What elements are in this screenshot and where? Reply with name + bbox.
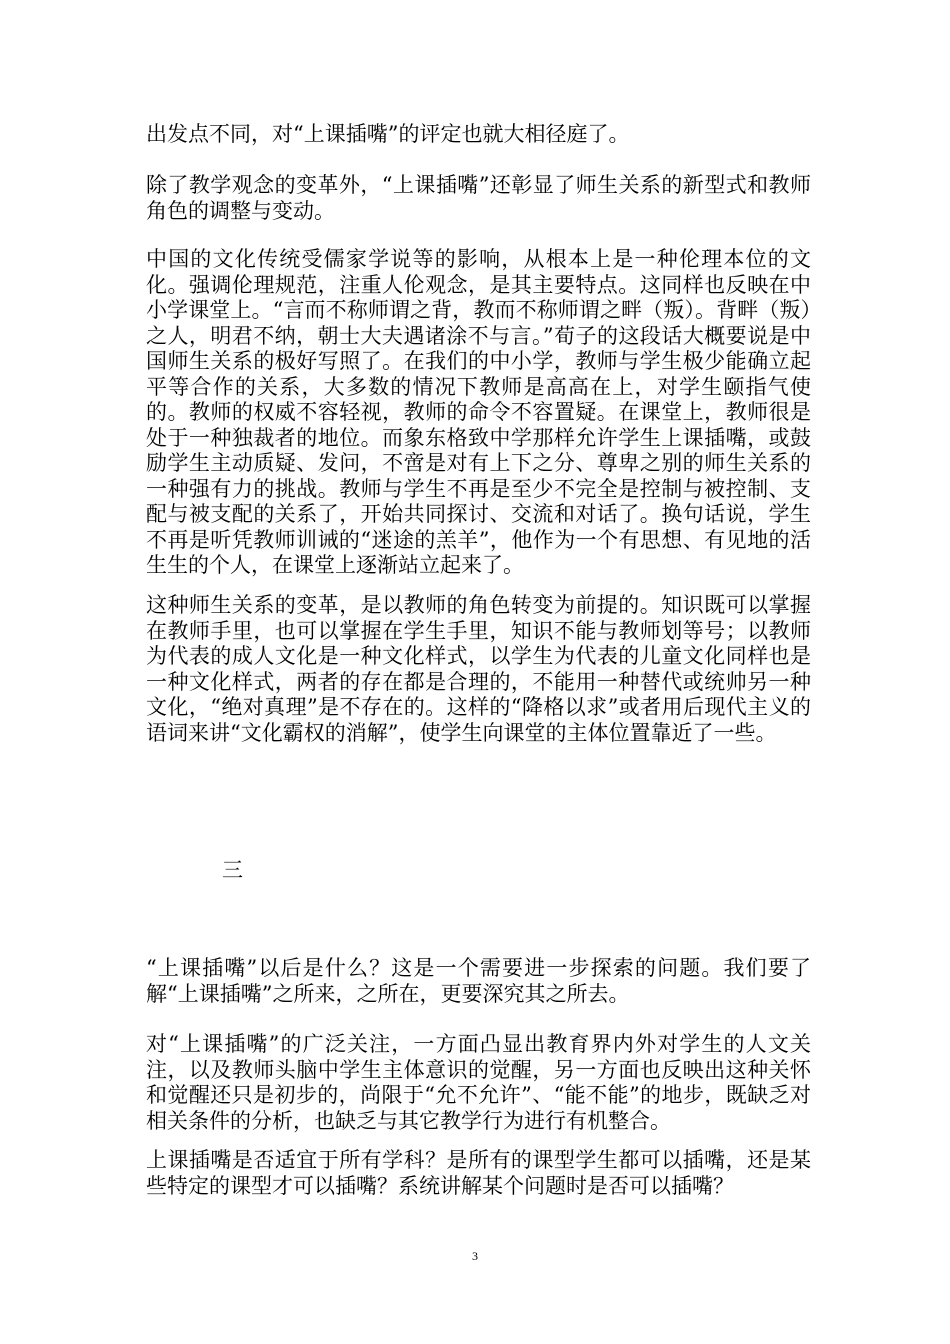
paragraph-4: 这种师生关系的变革，是以教师的角色转变为前提的。知识既可以掌握在教师手里，也可以掌握在学生手里，知识不能与教师划等号；以教师为代表的成人文化是一种文化样式，以学生为代表的儿童文化同样也是一种文化样式，两者的存在都是合理的，不能用一种替代或统帅另一种文化，“绝对真理”是不存在的。这样的“降格以求”或者用后现代主义的语词来讲“文化霸权的消解”，使学生向课堂的主体位置靠近了一些。: [146, 593, 811, 745]
paragraph-1: 出发点不同，对“上课插嘴”的评定也就大相径庭了。: [146, 122, 630, 146]
section-heading: 三: [222, 858, 243, 882]
paragraph-6: 对“上课插嘴”的广泛关注，一方面凸显出教育界内外对学生的人文关注，以及教师头脑中学生主体意识的觉醒，另一方面也反映出这种关怀和觉醒还只是初步的，尚限于“允不允许”、“能不能”的地步，既缺乏对相关条件的分析，也缺乏与其它教学行为进行有机整合。: [146, 1032, 811, 1133]
paragraph-2: 除了教学观念的变革外，“上课插嘴”还彰显了师生关系的新型式和教师角色的调整与变动。: [146, 173, 811, 223]
paragraph-5: “上课插嘴”以后是什么？这是一个需要进一步探索的问题。我们要了解“上课插嘴”之所来，之所在，更要深究其之所去。: [146, 956, 811, 1006]
paragraph-7: 上课插嘴是否适宜于所有学科？是所有的课型学生都可以插嘴，还是某些特定的课型才可以插嘴？系统讲解某个问题时是否可以插嘴？: [146, 1148, 811, 1198]
page-number: 3: [472, 1249, 478, 1263]
paragraph-3: 中国的文化传统受儒家学说等的影响，从根本上是一种伦理本位的文化。强调伦理规范，注重人伦观念，是其主要特点。这同样也反映在中小学课堂上。“言而不称师谓之背，教而不称师谓之畔（叛）。背畔（叛）之人，明君不纳，朝士大夫遇诸涂不与言。”荀子的这段话大概要说是中国师生关系的极好写照了。在我们的中小学，教师与学生极少能确立起平等合作的关系，大多数的情况下教师是高高在上，对学生颐指气使的。教师的权威不容轻视，教师的命令不容置疑。在课堂上，教师很是处于一种独裁者的地位。而象东格致中学那样允许学生上课插嘴，或鼓励学生主动质疑、发问，不啻是对有上下之分、尊卑之别的师生关系的一种强有力的挑战。教师与学生不再是至少不完全是控制与被控制、支配与被支配的关系了，开始共同探讨、交流和对话了。换句话说，学生不再是听凭教师训诫的“迷途的羔羊”，他作为一个有思想、有见地的活生生的个人，在课堂上逐渐站立起来了。: [146, 247, 811, 577]
